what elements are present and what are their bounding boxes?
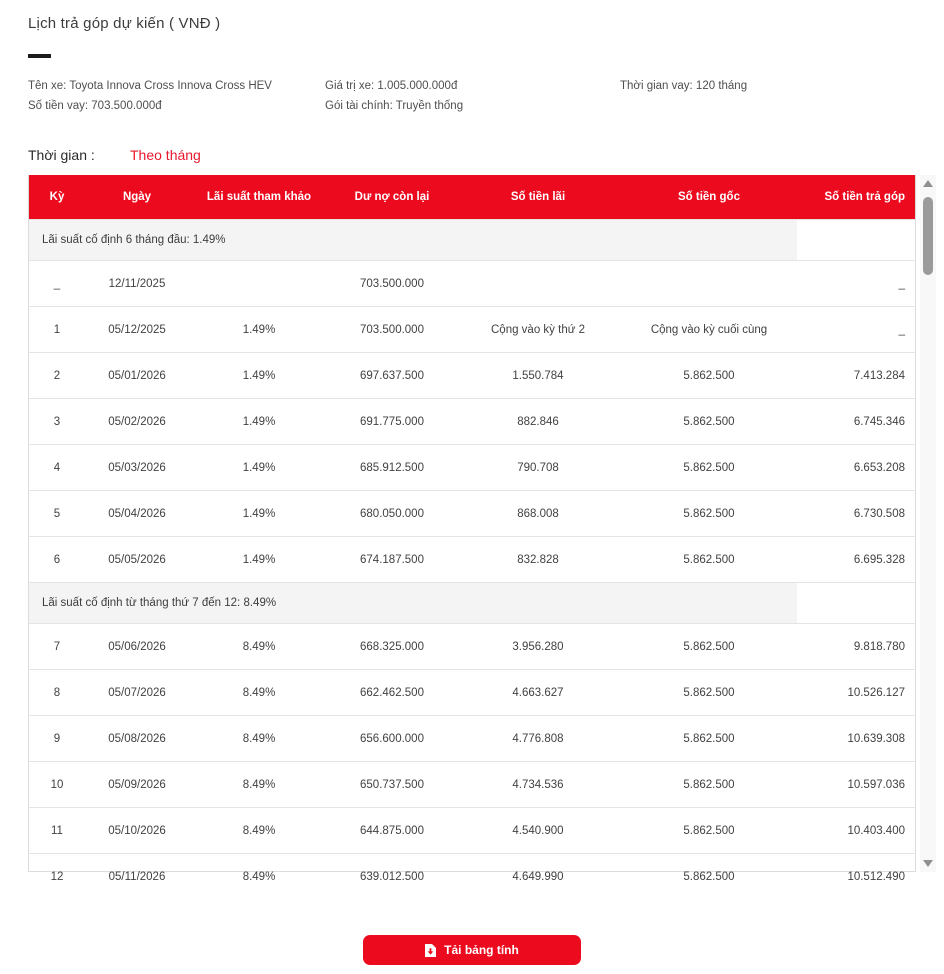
table-cell: 1.49%: [189, 491, 329, 537]
table-cell: 4.540.900: [455, 808, 621, 854]
table-cell: 05/12/2025: [85, 307, 189, 353]
table-cell: 05/10/2026: [85, 808, 189, 854]
table-cell: 8.49%: [189, 762, 329, 808]
table-cell: 5.862.500: [621, 491, 797, 537]
loan-info-summary: [28, 80, 944, 112]
table-cell: 882.846: [455, 399, 621, 445]
info-vehicle-name: Tên xe: Toyota Innova Cross Innova Cross HEV: [28, 80, 272, 92]
table-cell: 10.597.036: [797, 762, 915, 808]
table-cell: 3.956.280: [455, 624, 621, 670]
table-cell: 05/03/2026: [85, 445, 189, 491]
table-body: [29, 220, 915, 900]
table-cell: 10.512.490: [797, 854, 915, 900]
table-cell: 1.49%: [189, 537, 329, 583]
table-cell: _: [29, 261, 85, 307]
download-button-label: Tải bảng tính: [444, 943, 519, 957]
table-cell: 05/08/2026: [85, 716, 189, 762]
table-cell: 4.663.627: [455, 670, 621, 716]
table-cell: 1.550.784: [455, 353, 621, 399]
table-row: [29, 670, 915, 716]
download-spreadsheet-button[interactable]: [363, 935, 581, 965]
table-cell: 639.012.500: [329, 854, 455, 900]
rate-section-spacer: [797, 583, 915, 624]
schedule-table-scroll[interactable]: [28, 175, 916, 883]
table-cell: 8.49%: [189, 854, 329, 900]
rate-section-spacer: [797, 220, 915, 261]
table-cell: 5.862.500: [621, 716, 797, 762]
table-cell: 10: [29, 762, 85, 808]
table-cell: 7: [29, 624, 85, 670]
title-underline-dash: [28, 54, 51, 58]
info-loan-term: Thời gian vay: 120 tháng: [620, 80, 748, 92]
table-cell: 703.500.000: [329, 307, 455, 353]
table-cell: 5: [29, 491, 85, 537]
period-selector-row: [28, 147, 944, 163]
table-header-row: [29, 175, 915, 220]
table-cell: 05/05/2026: [85, 537, 189, 583]
period-option-monthly[interactable]: Theo tháng: [130, 147, 201, 163]
table-cell: 5.862.500: [621, 808, 797, 854]
table-cell: 650.737.500: [329, 762, 455, 808]
table-cell: 4.734.536: [455, 762, 621, 808]
table-cell: 1.49%: [189, 399, 329, 445]
table-cell: 1.49%: [189, 445, 329, 491]
rate-section-label: Lãi suất cố định từ tháng thứ 7 đến 12: 8.49%: [29, 583, 797, 624]
table-cell: 5.862.500: [621, 399, 797, 445]
column-header-installment-amount: Số tiền trả góp: [797, 175, 915, 220]
table-cell: [455, 261, 621, 307]
table-cell: 8.49%: [189, 670, 329, 716]
table-row: [29, 307, 915, 353]
table-cell: 790.708: [455, 445, 621, 491]
table-row: [29, 353, 915, 399]
column-header-principal-amount: Số tiền gốc: [621, 175, 797, 220]
table-cell: 644.875.000: [329, 808, 455, 854]
table-cell: 6.653.208: [797, 445, 915, 491]
table-row: [29, 491, 915, 537]
table-cell: Cộng vào kỳ thứ 2: [455, 307, 621, 353]
table-row: [29, 808, 915, 854]
scrollbar-thumb[interactable]: [923, 197, 933, 275]
table-cell: 7.413.284: [797, 353, 915, 399]
table-cell: [189, 261, 329, 307]
column-header-date: Ngày: [85, 175, 189, 220]
info-finance-package: Gói tài chính: Truyền thống: [325, 100, 464, 112]
table-cell: [621, 261, 797, 307]
table-row: [29, 537, 915, 583]
schedule-table-area: [28, 175, 936, 883]
table-cell: 11: [29, 808, 85, 854]
table-cell: 10.526.127: [797, 670, 915, 716]
table-cell: 12: [29, 854, 85, 900]
rate-section-row: [29, 583, 915, 624]
info-loan-amount: Số tiền vay: 703.500.000đ: [28, 100, 162, 112]
page-title: Lịch trả góp dự kiến ( VNĐ ): [28, 15, 221, 32]
table-cell: 10.403.400: [797, 808, 915, 854]
table-cell: 662.462.500: [329, 670, 455, 716]
table-row: [29, 854, 915, 900]
table-cell: 6.730.508: [797, 491, 915, 537]
table-cell: 05/06/2026: [85, 624, 189, 670]
table-cell: 05/09/2026: [85, 762, 189, 808]
table-cell: 6: [29, 537, 85, 583]
download-button-row: [0, 935, 944, 965]
table-cell: 691.775.000: [329, 399, 455, 445]
table-cell: 05/07/2026: [85, 670, 189, 716]
table-cell: 656.600.000: [329, 716, 455, 762]
table-cell: 680.050.000: [329, 491, 455, 537]
table-cell: 6.745.346: [797, 399, 915, 445]
table-cell: 3: [29, 399, 85, 445]
file-download-icon: [425, 944, 436, 957]
table-row: [29, 445, 915, 491]
table-cell: 5.862.500: [621, 537, 797, 583]
table-cell: _: [797, 261, 915, 307]
table-cell: 4: [29, 445, 85, 491]
rate-section-label: Lãi suất cố định 6 tháng đầu: 1.49%: [29, 220, 797, 261]
table-cell: 685.912.500: [329, 445, 455, 491]
table-cell: 05/11/2026: [85, 854, 189, 900]
table-cell: 8.49%: [189, 808, 329, 854]
table-cell: 9.818.780: [797, 624, 915, 670]
table-cell: 5.862.500: [621, 762, 797, 808]
info-vehicle-price: Giá trị xe: 1.005.000.000đ: [325, 80, 458, 92]
table-cell: 5.862.500: [621, 854, 797, 900]
table-cell: 668.325.000: [329, 624, 455, 670]
table-cell: 4.776.808: [455, 716, 621, 762]
table-cell: 674.187.500: [329, 537, 455, 583]
table-cell: 5.862.500: [621, 670, 797, 716]
table-row: [29, 399, 915, 445]
table-cell: 10.639.308: [797, 716, 915, 762]
table-cell: 8.49%: [189, 716, 329, 762]
period-label: Thời gian :: [28, 147, 95, 163]
table-row: [29, 261, 915, 307]
table-cell: 868.008: [455, 491, 621, 537]
table-cell: Cộng vào kỳ cuối cùng: [621, 307, 797, 353]
table-scrollbar[interactable]: [920, 175, 936, 872]
rate-section-row: [29, 220, 915, 261]
table-cell: 5.862.500: [621, 624, 797, 670]
table-cell: 9: [29, 716, 85, 762]
table-cell: 5.862.500: [621, 353, 797, 399]
table-cell: 05/04/2026: [85, 491, 189, 537]
table-cell: 2: [29, 353, 85, 399]
table-cell: 8: [29, 670, 85, 716]
table-row: [29, 716, 915, 762]
table-cell: 05/02/2026: [85, 399, 189, 445]
column-header-period: Kỳ: [29, 175, 85, 220]
table-cell: 4.649.990: [455, 854, 621, 900]
table-cell: 6.695.328: [797, 537, 915, 583]
table-row: [29, 762, 915, 808]
installment-schedule-table: [29, 175, 915, 899]
table-cell: 05/01/2026: [85, 353, 189, 399]
column-header-interest-amount: Số tiền lãi: [455, 175, 621, 220]
scrollbar-up-arrow-icon[interactable]: [923, 180, 933, 187]
table-cell: 12/11/2025: [85, 261, 189, 307]
table-cell: 697.637.500: [329, 353, 455, 399]
table-cell: _: [797, 307, 915, 353]
column-header-remaining-balance: Dư nợ còn lại: [329, 175, 455, 220]
info-spacer: [620, 100, 944, 112]
column-header-reference-rate: Lãi suất tham khảo: [189, 175, 329, 220]
table-row: [29, 624, 915, 670]
table-cell: 832.828: [455, 537, 621, 583]
table-cell: 1: [29, 307, 85, 353]
table-cell: 703.500.000: [329, 261, 455, 307]
table-cell: 1.49%: [189, 353, 329, 399]
scrollbar-down-arrow-icon[interactable]: [923, 860, 933, 867]
table-cell: 5.862.500: [621, 445, 797, 491]
table-cell: 1.49%: [189, 307, 329, 353]
table-cell: 8.49%: [189, 624, 329, 670]
